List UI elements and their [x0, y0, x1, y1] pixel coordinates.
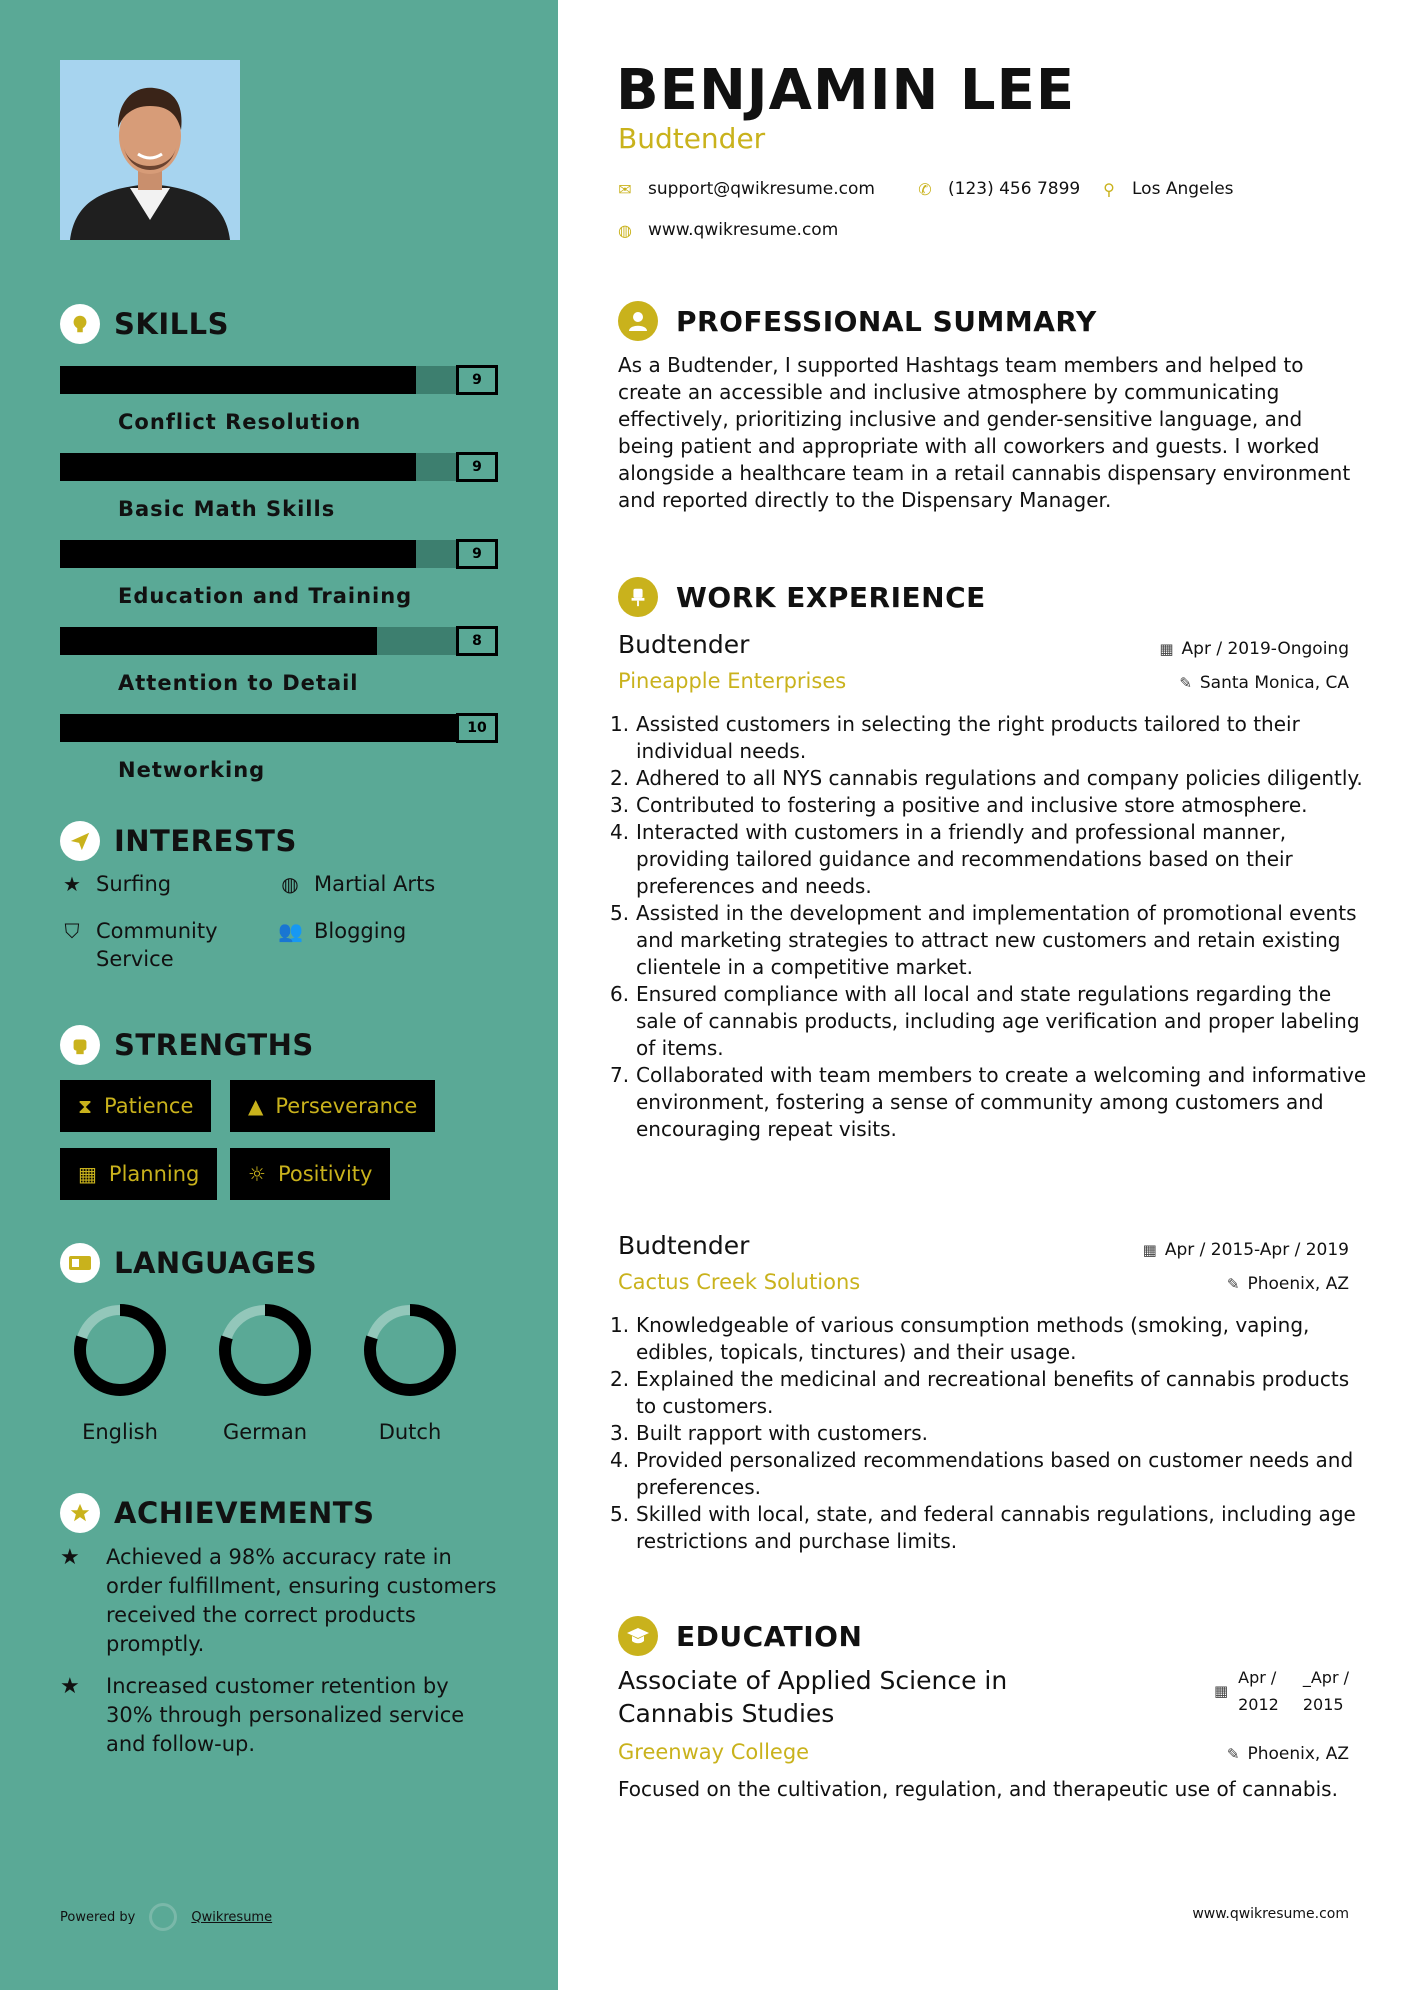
skill-bar-fill [60, 453, 416, 481]
education-location-text: Phoenix, AZ [1247, 1744, 1349, 1764]
duty-item: 5. Skilled with local, state, and federal cannabis regulations, including age restrictions and purchase limits. [610, 1502, 1356, 1553]
skills-heading [60, 304, 229, 344]
shield-icon: ⛉ [64, 919, 80, 943]
pushpin-icon: ✎ [1226, 1745, 1240, 1763]
strength-tag [230, 1148, 390, 1200]
job-location [1227, 1274, 1349, 1294]
duty-item: 2. Adhered to all NYS cannabis regulations and company policies diligently. [610, 766, 1363, 790]
job-company: Cactus Creek Solutions [618, 1270, 861, 1294]
strength-label: Planning [108, 1162, 200, 1186]
calendar-icon: ▦ [78, 1162, 97, 1186]
star-badge-icon [60, 1493, 100, 1533]
skill-name: Attention to Detail [118, 671, 359, 695]
language-label: Dutch [378, 1420, 442, 1444]
users-icon: 👥 [278, 919, 303, 943]
work-title: WORK EXPERIENCE [676, 580, 986, 614]
language-item [205, 1300, 325, 1444]
language-item [350, 1300, 470, 1444]
interests-title: INTERESTS [114, 824, 297, 858]
powered-by-label: Powered by [60, 1909, 136, 1925]
calendar-icon: ▦ [1142, 1241, 1157, 1259]
school-name: Greenway College [618, 1740, 810, 1764]
skill-level: 10 [456, 713, 498, 743]
strength-tag [60, 1080, 211, 1132]
globe-icon: ◍ [281, 872, 299, 896]
language-label: German [222, 1420, 308, 1444]
education-location [1227, 1744, 1349, 1764]
skill-name: Conflict Resolution [118, 410, 362, 434]
profile-photo [60, 60, 240, 240]
website-text: www.qwikresume.com [648, 220, 839, 240]
languages-title: LANGUAGES [114, 1246, 318, 1280]
skill-item [60, 700, 498, 782]
sidebar [0, 0, 558, 1990]
job-location-text: Phoenix, AZ [1247, 1274, 1349, 1294]
skill-bar [60, 627, 498, 655]
person-name: BENJAMIN LEE [616, 58, 1076, 123]
contact-phone[interactable] [916, 179, 1080, 199]
skill-item [60, 526, 498, 608]
skill-name: Basic Math Skills [118, 497, 336, 521]
skill-bar-fill [60, 714, 498, 742]
email-text: support@qwikresume.com [648, 179, 875, 199]
job-title: Budtender [618, 630, 750, 659]
job-dates [1159, 639, 1349, 659]
sun-icon: ☼ [248, 1162, 266, 1186]
duty-item: 1. Knowledgeable of various consumption methods (smoking, vaping, edibles, topicals, tinctures) and their usage. [610, 1313, 1310, 1364]
edu-start: Apr / 2012 [1238, 1668, 1279, 1714]
summary-text: As a Budtender, I supported Hashtags team members and helped to create an accessible and inclusive atmosphere by communicating effectively, prioritizing inclusive and gender-sensitive language, and being patient and appropriate with all coworkers and guests. I worked alongside a healthcare team in a retail cannabis dispensary environment and reported directly to the Dispensary Manager. [618, 353, 1351, 512]
paper-plane-icon [60, 821, 100, 861]
job-title: Budtender [618, 1231, 750, 1260]
interest-label: Community Service [96, 919, 218, 971]
star-icon: ★ [60, 1545, 80, 1570]
duty-item: 4. Provided personalized recommendations based on customer needs and preferences. [610, 1448, 1354, 1499]
edu-end: _Apr / 2015 [1302, 1668, 1349, 1714]
job-dates-text: Apr / 2015-Apr / 2019 [1164, 1240, 1349, 1260]
hourglass-icon: ⧗ [78, 1094, 93, 1118]
interest-item [60, 917, 218, 973]
duty-item: 7. Collaborated with team members to create a welcoming and informative environment, fostering a sense of community among customers and encouraging repeat visits. [610, 1063, 1367, 1141]
qwikresume-logo-icon [149, 1903, 177, 1931]
strengths-heading [60, 1025, 314, 1065]
skill-bar [60, 714, 498, 742]
job-company: Pineapple Enterprises [618, 669, 847, 693]
achievement-text: Increased customer retention by 30% through personalized service and follow-up. [106, 1674, 465, 1756]
footer-website[interactable]: www.qwikresume.com [1192, 1906, 1349, 1922]
contact-location [1100, 179, 1234, 199]
skills-title: SKILLS [114, 307, 229, 341]
duty-item: 4. Interacted with customers in a friendly and professional manner, providing tailored guidance and recommendations based on their preferences and needs. [610, 820, 1293, 898]
interest-item [278, 917, 406, 945]
language-ring [70, 1300, 170, 1400]
work-heading [618, 577, 986, 617]
skill-level: 9 [456, 365, 498, 395]
job-dates [1143, 1240, 1349, 1260]
job-location [1179, 673, 1349, 693]
calendar-icon: ▦ [1159, 640, 1174, 658]
education-heading [618, 1616, 862, 1656]
calendar-icon: ▦ [1213, 1682, 1229, 1700]
users-icon: ▲ [248, 1094, 264, 1118]
powered-by [60, 1903, 272, 1931]
fist-icon [60, 1025, 100, 1065]
qwikresume-link[interactable]: Qwikresume [191, 1909, 273, 1925]
languages-heading [60, 1243, 317, 1283]
strength-label: Perseverance [275, 1094, 418, 1118]
job-location-text: Santa Monica, CA [1199, 673, 1349, 693]
envelope-icon: ✉ [618, 179, 632, 199]
skill-level: 8 [456, 626, 498, 656]
duty-item: 6. Ensured compliance with all local and state regulations regarding the sale of cannabis products, including age verification and proper labeling of items. [610, 982, 1360, 1060]
interest-label: Martial Arts [314, 872, 436, 896]
skill-level: 9 [456, 539, 498, 569]
language-item [60, 1300, 180, 1444]
interests-heading [60, 821, 297, 861]
skill-name: Education and Training [118, 584, 413, 608]
pushpin-icon: ✎ [1226, 1275, 1240, 1293]
phone-text: (123) 456 7899 [948, 179, 1081, 199]
duty-item: 2. Explained the medicinal and recreational benefits of cannabis products to customers. [610, 1367, 1350, 1418]
main-content [558, 0, 1407, 1990]
skill-bar [60, 453, 498, 481]
achievement-text: Achieved a 98% accuracy rate in order fulfillment, ensuring customers received the correct products promptly. [106, 1545, 497, 1656]
star-icon: ★ [60, 1674, 80, 1699]
office-chair-icon [618, 577, 658, 617]
skill-bar-fill [60, 627, 377, 655]
map-pin-icon: ⚲ [1103, 179, 1115, 199]
summary-title: PROFESSIONAL SUMMARY [676, 304, 1097, 338]
strengths-title: STRENGTHS [114, 1028, 314, 1062]
achievement-item [60, 1543, 500, 1659]
interest-label: Surfing [96, 872, 172, 896]
skill-item [60, 613, 498, 695]
skill-bar [60, 366, 498, 394]
lightbulb-icon [60, 304, 100, 344]
achievement-item [60, 1672, 500, 1759]
skill-bar-fill [60, 540, 416, 568]
skill-item [60, 439, 498, 521]
skill-level: 9 [456, 452, 498, 482]
contact-email[interactable] [616, 179, 875, 199]
summary-heading [618, 301, 1097, 341]
interest-label: Blogging [314, 919, 407, 943]
duty-item: 3. Contributed to fostering a positive and inclusive store atmosphere. [610, 793, 1308, 817]
language-ring [215, 1300, 315, 1400]
strength-tag [60, 1148, 217, 1200]
job-duties [610, 711, 1373, 1143]
language-icon [60, 1243, 100, 1283]
user-icon [618, 301, 658, 341]
interest-item [60, 870, 171, 898]
strength-tag [230, 1080, 435, 1132]
language-ring [360, 1300, 460, 1400]
interest-item [278, 870, 435, 898]
duty-item: 5. Assisted in the development and implementation of promotional events and marketing strategies to attract new customers and retain existing clientele in a competitive market. [610, 901, 1357, 979]
duty-item: 1. Assisted customers in selecting the right products tailored to their individual needs. [610, 712, 1300, 763]
globe-icon: ◍ [618, 220, 632, 240]
strength-label: Patience [104, 1094, 194, 1118]
person-role: Budtender [618, 122, 766, 155]
achievements-title: ACHIEVEMENTS [114, 1496, 375, 1530]
pushpin-icon: ✎ [1179, 674, 1192, 692]
job-dates-text: Apr / 2019-Ongoing [1181, 639, 1349, 659]
duty-item: 3. Built rapport with customers. [610, 1421, 928, 1445]
contact-website[interactable] [616, 220, 838, 240]
language-label: English [82, 1420, 158, 1444]
strength-label: Positivity [277, 1162, 373, 1186]
degree-title: Associate of Applied Science in Cannabis Studies [618, 1666, 1008, 1728]
skill-name: Networking [118, 758, 266, 782]
education-dates [1214, 1664, 1349, 1718]
location-text: Los Angeles [1132, 179, 1234, 199]
skill-item [60, 352, 498, 434]
skill-bar [60, 540, 498, 568]
phone-icon: ✆ [918, 179, 932, 199]
graduation-icon [618, 1616, 658, 1656]
education-title: EDUCATION [676, 1619, 863, 1653]
star-icon: ★ [63, 872, 81, 896]
education-description: Focused on the cultivation, regulation, and therapeutic use of cannabis. [618, 1777, 1338, 1801]
achievements-heading [60, 1493, 374, 1533]
skill-bar-fill [60, 366, 416, 394]
job-duties [610, 1312, 1373, 1555]
